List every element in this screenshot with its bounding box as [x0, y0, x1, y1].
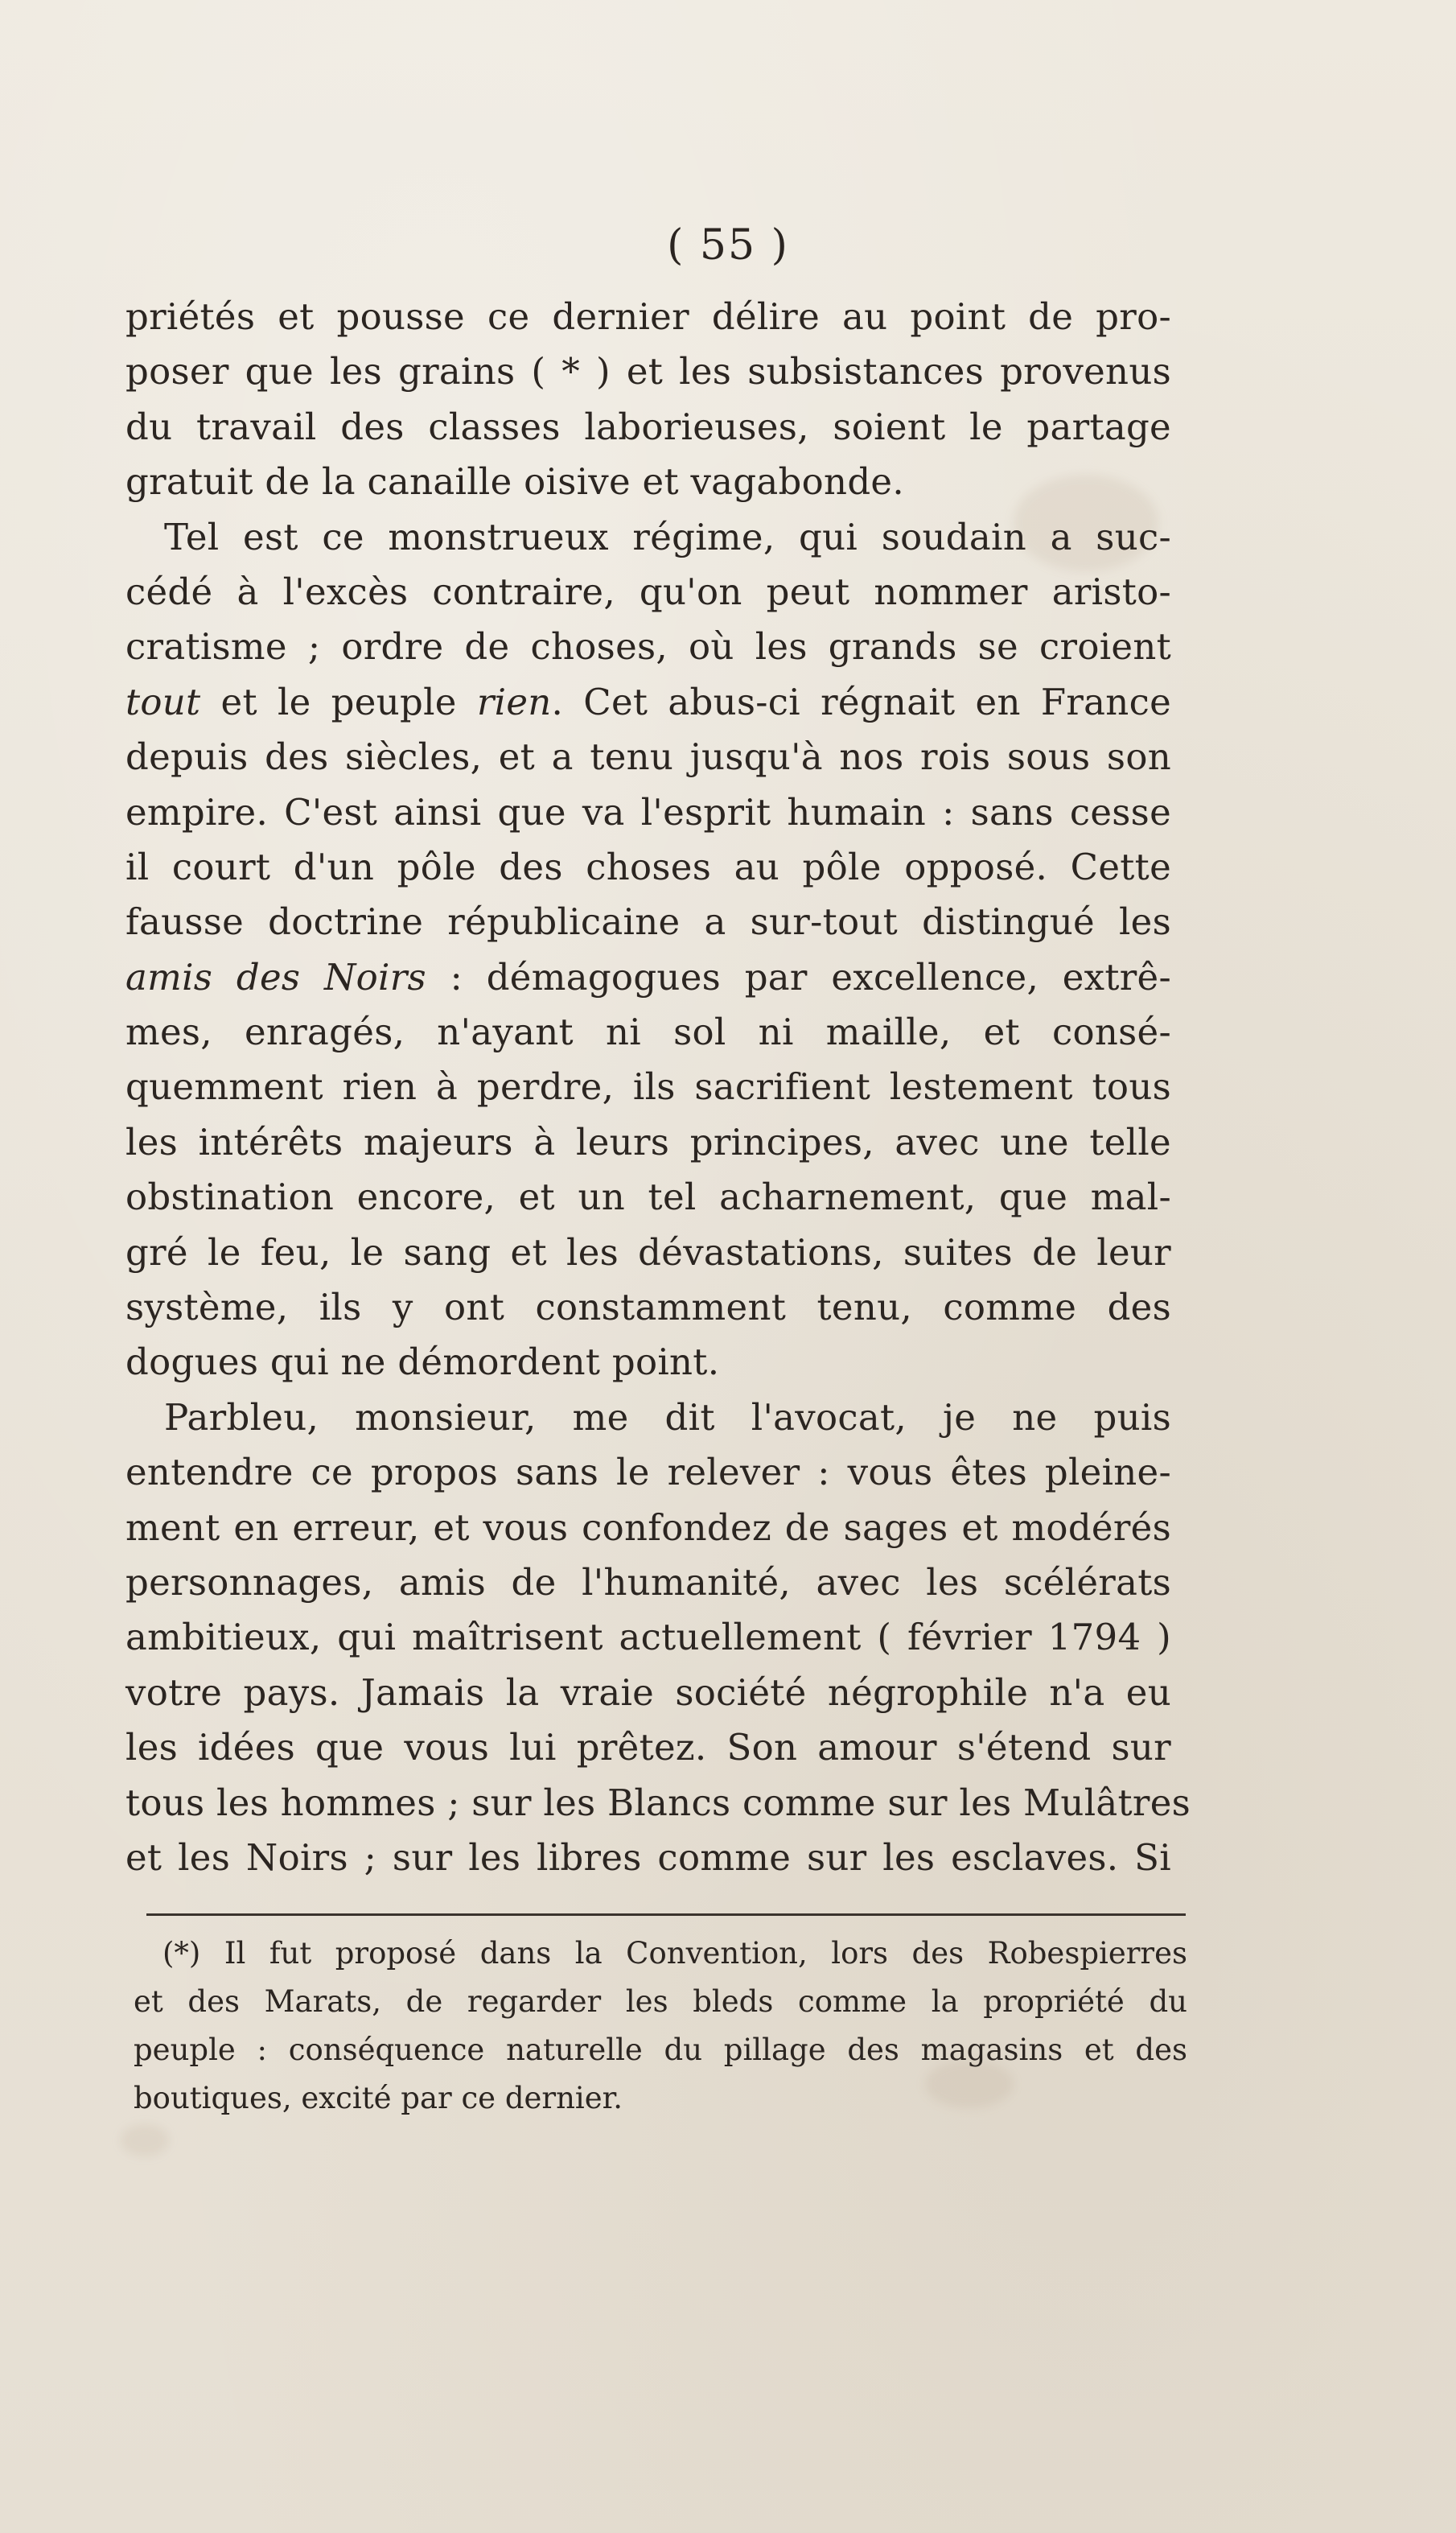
text-line: cratisme ; ordre de choses, où les grands se croient	[125, 625, 1171, 669]
main-text	[125, 290, 1191, 1885]
text-line: entendre ce propos sans le relever : vous êtes pleine-	[125, 1451, 1171, 1494]
footnote	[134, 1930, 1187, 2123]
text-line: personnages, amis de l'humanité, avec les scélérats	[125, 1560, 1171, 1604]
text-line: il court d'un pôle des choses au pôle opposé. Cette	[125, 845, 1171, 888]
text-line: priétés et pousse ce dernier délire au point de pro-	[125, 295, 1171, 338]
text-line	[125, 675, 1171, 730]
text-line: mes, enragés, n'ayant ni sol ni maille, et consé-	[125, 1011, 1171, 1054]
text-line: système, ils y ont constamment tenu, comme des	[125, 1286, 1171, 1329]
footnote-line: (*) Il fut proposé dans la Convention, lors des Robespierres	[162, 1936, 1187, 1971]
text-line	[125, 950, 1171, 1005]
footnote-divider	[146, 1913, 1186, 1916]
text-fragment: : démagogues par excellence, extrê-	[426, 955, 1171, 999]
text-line: cédé à l'excès contraire, qu'on peut nommer aristo-	[125, 570, 1171, 613]
italic-word: rien	[476, 680, 552, 723]
text-line: les intérêts majeurs à leurs principes, avec une telle	[125, 1120, 1171, 1164]
text-line: dogues qui ne démordent point.	[125, 1341, 720, 1384]
italic-phrase: amis des Noirs	[125, 955, 426, 999]
text-line: fausse doctrine républicaine a sur-tout distingué les	[125, 900, 1171, 944]
footnote-line: peuple : conséquence naturelle du pillage des magasins et des	[134, 2033, 1187, 2067]
text-line: Parbleu, monsieur, me dit l'avocat, je ne puis	[164, 1395, 1171, 1439]
footnote-line: boutiques, excité par ce dernier.	[134, 2081, 623, 2115]
text-line: votre pays. Jamais la vraie société négrophile n'a eu	[125, 1670, 1171, 1714]
text-line: du travail des classes laborieuses, soient le partage	[125, 405, 1171, 448]
text-line: les idées que vous lui prêtez. Son amour s'étend sur	[125, 1726, 1171, 1769]
text-line: ment en erreur, et vous confondez de sages et modérés	[125, 1505, 1171, 1549]
italic-word: tout	[125, 680, 201, 723]
text-line: gré le feu, le sang et les dévastations, suites de leur	[125, 1230, 1171, 1274]
text-line: ambitieux, qui maîtrisent actuellement ( février 1794 )	[125, 1616, 1171, 1659]
text-line: empire. C'est ainsi que va l'esprit humain : sans cesse	[125, 790, 1171, 834]
text-fragment: . Cet abus-ci régnait en France	[551, 680, 1172, 723]
text-line: gratuit de la canaille oisive et vagabonde.	[125, 460, 904, 504]
text-line: quemment rien à perdre, ils sacrifient lestement tous	[125, 1065, 1171, 1109]
footnote-line: et des Marats, de regarder les bleds comme la propriété du	[134, 1984, 1187, 2019]
text-line: depuis des siècles, et a tenu jusqu'à nos rois sous son	[125, 735, 1171, 779]
text-fragment: et le peuple	[200, 680, 477, 723]
paper-stain	[121, 2124, 169, 2156]
text-line: tous les hommes ; sur les Blancs comme sur les Mulâtres	[125, 1781, 1191, 1824]
text-line: et les Noirs ; sur les libres comme sur les esclaves. Si	[125, 1835, 1171, 1879]
text-line: poser que les grains ( * ) et les subsistances provenus	[125, 350, 1171, 393]
text-line: obstination encore, et un tel acharnement, que mal-	[125, 1176, 1171, 1219]
page-number: ( 55 )	[667, 221, 789, 270]
text-line: Tel est ce monstrueux régime, qui soudain a suc-	[164, 515, 1171, 558]
